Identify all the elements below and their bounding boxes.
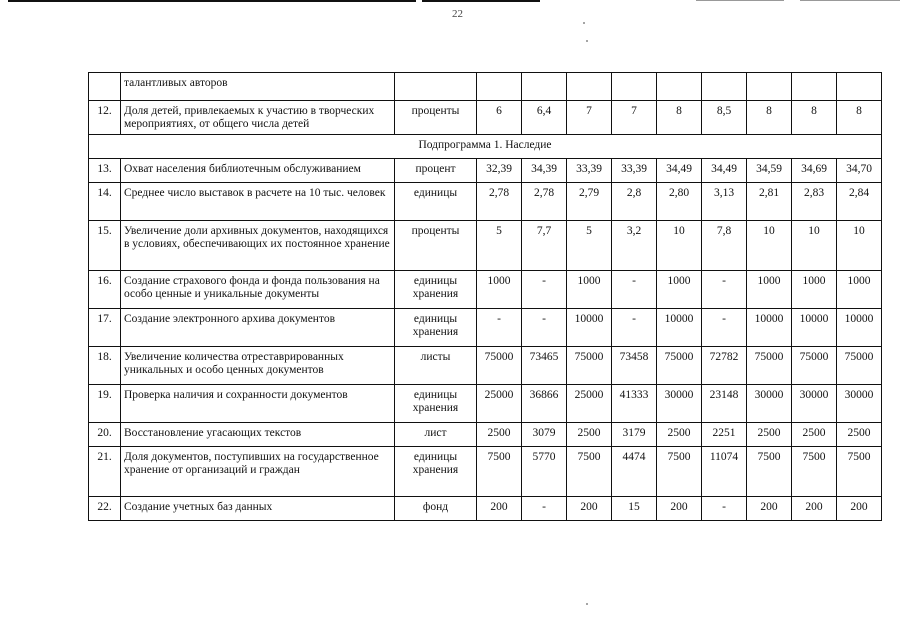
value-cell: 2,80	[657, 183, 702, 221]
value-cell: 36866	[522, 385, 567, 423]
value-cell: 1000	[747, 271, 792, 309]
indicator-name: Восстановление угасающих текстов	[121, 423, 395, 447]
value-cell: 1000	[567, 271, 612, 309]
section-header-row	[89, 135, 882, 159]
value-cell	[657, 73, 702, 101]
value-cell: 34,69	[792, 159, 837, 183]
value-cell: 200	[567, 497, 612, 521]
row-number: 18.	[89, 347, 121, 385]
value-cell	[837, 73, 882, 101]
row-number: 20.	[89, 423, 121, 447]
value-cell	[477, 73, 522, 101]
value-cell: 5	[567, 221, 612, 271]
value-cell: 33,39	[612, 159, 657, 183]
unit-cell: единицы хранения	[395, 385, 477, 423]
value-cell: 33,39	[567, 159, 612, 183]
indicator-name: Среднее число выставок в расчете на 10 тыс. человек	[121, 183, 395, 221]
unit-cell: лист	[395, 423, 477, 447]
value-cell: 34,49	[702, 159, 747, 183]
value-cell: 8,5	[702, 101, 747, 135]
unit-cell: листы	[395, 347, 477, 385]
value-cell: 8	[792, 101, 837, 135]
value-cell: 2,84	[837, 183, 882, 221]
value-cell: 3,2	[612, 221, 657, 271]
unit-cell: проценты	[395, 221, 477, 271]
indicator-name: Доля детей, привлекаемых к участию в творческих мероприятиях, от общего числа детей	[121, 101, 395, 135]
value-cell: 4474	[612, 447, 657, 497]
value-cell: 3179	[612, 423, 657, 447]
value-cell: 2500	[657, 423, 702, 447]
scan-speck	[586, 603, 588, 605]
value-cell: 10000	[747, 309, 792, 347]
top-border-rule	[696, 0, 784, 1]
table-row	[89, 73, 882, 101]
value-cell	[747, 73, 792, 101]
value-cell: 200	[477, 497, 522, 521]
row-number: 17.	[89, 309, 121, 347]
unit-cell: единицы хранения	[395, 447, 477, 497]
value-cell: 30000	[657, 385, 702, 423]
unit-cell: фонд	[395, 497, 477, 521]
value-cell: 2,8	[612, 183, 657, 221]
row-number: 21.	[89, 447, 121, 497]
value-cell: 7500	[477, 447, 522, 497]
value-cell: -	[612, 271, 657, 309]
scan-speck	[586, 40, 588, 42]
value-cell: 10000	[837, 309, 882, 347]
value-cell: 2,81	[747, 183, 792, 221]
value-cell: 10000	[792, 309, 837, 347]
value-cell: 8	[837, 101, 882, 135]
value-cell: -	[522, 497, 567, 521]
value-cell: 73458	[612, 347, 657, 385]
value-cell: 1000	[657, 271, 702, 309]
value-cell	[792, 73, 837, 101]
table-row	[89, 271, 882, 309]
value-cell: 1000	[477, 271, 522, 309]
indicator-name: Доля документов, поступивших на государственное хранение от организаций и граждан	[121, 447, 395, 497]
value-cell	[567, 73, 612, 101]
value-cell: 2500	[747, 423, 792, 447]
value-cell: 75000	[792, 347, 837, 385]
table-row	[89, 183, 882, 221]
value-cell: 7500	[747, 447, 792, 497]
value-cell: 200	[657, 497, 702, 521]
value-cell: -	[612, 309, 657, 347]
value-cell: 75000	[477, 347, 522, 385]
value-cell: 2500	[837, 423, 882, 447]
value-cell: 2500	[567, 423, 612, 447]
table-row	[89, 423, 882, 447]
value-cell	[702, 73, 747, 101]
value-cell: 200	[837, 497, 882, 521]
value-cell: 7	[567, 101, 612, 135]
value-cell: 5	[477, 221, 522, 271]
value-cell: 11074	[702, 447, 747, 497]
value-cell: -	[702, 309, 747, 347]
row-number: 15.	[89, 221, 121, 271]
value-cell: 6	[477, 101, 522, 135]
value-cell: 34,49	[657, 159, 702, 183]
value-cell: 34,70	[837, 159, 882, 183]
value-cell: 34,39	[522, 159, 567, 183]
row-number: 22.	[89, 497, 121, 521]
table-row	[89, 221, 882, 271]
value-cell: 200	[792, 497, 837, 521]
value-cell: 1000	[837, 271, 882, 309]
value-cell: 23148	[702, 385, 747, 423]
table-row	[89, 497, 882, 521]
table-row	[89, 159, 882, 183]
value-cell: 2500	[477, 423, 522, 447]
page-number: 22	[452, 8, 463, 20]
table-row	[89, 385, 882, 423]
value-cell: 2,79	[567, 183, 612, 221]
value-cell: 30000	[837, 385, 882, 423]
unit-cell: единицы	[395, 183, 477, 221]
value-cell: -	[522, 309, 567, 347]
value-cell: 3079	[522, 423, 567, 447]
table-row	[89, 347, 882, 385]
value-cell: -	[522, 271, 567, 309]
value-cell: 8	[747, 101, 792, 135]
value-cell: -	[477, 309, 522, 347]
row-number: 12.	[89, 101, 121, 135]
value-cell: 75000	[747, 347, 792, 385]
value-cell: 32,39	[477, 159, 522, 183]
section-title: Подпрограмма 1. Наследие	[89, 135, 882, 159]
indicators-table	[88, 72, 882, 521]
value-cell: 72782	[702, 347, 747, 385]
value-cell: 41333	[612, 385, 657, 423]
value-cell: 7500	[792, 447, 837, 497]
value-cell: 2,78	[477, 183, 522, 221]
value-cell: 7,7	[522, 221, 567, 271]
top-border-rule	[800, 0, 900, 1]
table-row	[89, 101, 882, 135]
row-number: 14.	[89, 183, 121, 221]
value-cell	[612, 73, 657, 101]
top-border-rule	[8, 0, 416, 2]
indicator-name: Охват населения библиотечным обслуживанием	[121, 159, 395, 183]
table-row	[89, 309, 882, 347]
row-number	[89, 73, 121, 101]
value-cell: 75000	[657, 347, 702, 385]
value-cell: -	[702, 271, 747, 309]
row-number: 13.	[89, 159, 121, 183]
unit-cell	[395, 73, 477, 101]
value-cell	[522, 73, 567, 101]
value-cell: 30000	[747, 385, 792, 423]
indicator-name: Увеличение доли архивных документов, находящихся в условиях, обеспечивающих их постоянное хранение	[121, 221, 395, 271]
value-cell: 2500	[792, 423, 837, 447]
value-cell: 7500	[567, 447, 612, 497]
value-cell: 7,8	[702, 221, 747, 271]
value-cell: 1000	[792, 271, 837, 309]
value-cell: 75000	[567, 347, 612, 385]
top-border-rule	[422, 0, 540, 2]
indicator-name: Создание учетных баз данных	[121, 497, 395, 521]
value-cell: 7500	[837, 447, 882, 497]
value-cell: 73465	[522, 347, 567, 385]
indicator-name: Создание электронного архива документов	[121, 309, 395, 347]
indicator-name: Увеличение количества отреставрированных уникальных и особо ценных документов	[121, 347, 395, 385]
unit-cell: проценты	[395, 101, 477, 135]
value-cell: 7500	[657, 447, 702, 497]
value-cell: 10	[792, 221, 837, 271]
value-cell: 2,83	[792, 183, 837, 221]
row-number: 16.	[89, 271, 121, 309]
value-cell: 34,59	[747, 159, 792, 183]
value-cell: 15	[612, 497, 657, 521]
value-cell: 2251	[702, 423, 747, 447]
value-cell: 2,78	[522, 183, 567, 221]
value-cell: 8	[657, 101, 702, 135]
indicator-name: Создание страхового фонда и фонда пользования на особо ценные и уникальные документы	[121, 271, 395, 309]
unit-cell: единицы хранения	[395, 309, 477, 347]
indicator-name: Проверка наличия и сохранности документов	[121, 385, 395, 423]
value-cell: 10	[747, 221, 792, 271]
value-cell: 10000	[657, 309, 702, 347]
unit-cell: процент	[395, 159, 477, 183]
value-cell: 3,13	[702, 183, 747, 221]
value-cell: -	[702, 497, 747, 521]
value-cell: 10000	[567, 309, 612, 347]
scan-speck	[583, 22, 585, 24]
value-cell: 10	[837, 221, 882, 271]
value-cell: 25000	[477, 385, 522, 423]
value-cell: 10	[657, 221, 702, 271]
value-cell: 30000	[792, 385, 837, 423]
value-cell: 75000	[837, 347, 882, 385]
value-cell: 5770	[522, 447, 567, 497]
value-cell: 7	[612, 101, 657, 135]
value-cell: 6,4	[522, 101, 567, 135]
value-cell: 25000	[567, 385, 612, 423]
row-number: 19.	[89, 385, 121, 423]
unit-cell: единицы хранения	[395, 271, 477, 309]
table-row	[89, 447, 882, 497]
indicator-name: талантливых авторов	[121, 73, 395, 101]
value-cell: 200	[747, 497, 792, 521]
